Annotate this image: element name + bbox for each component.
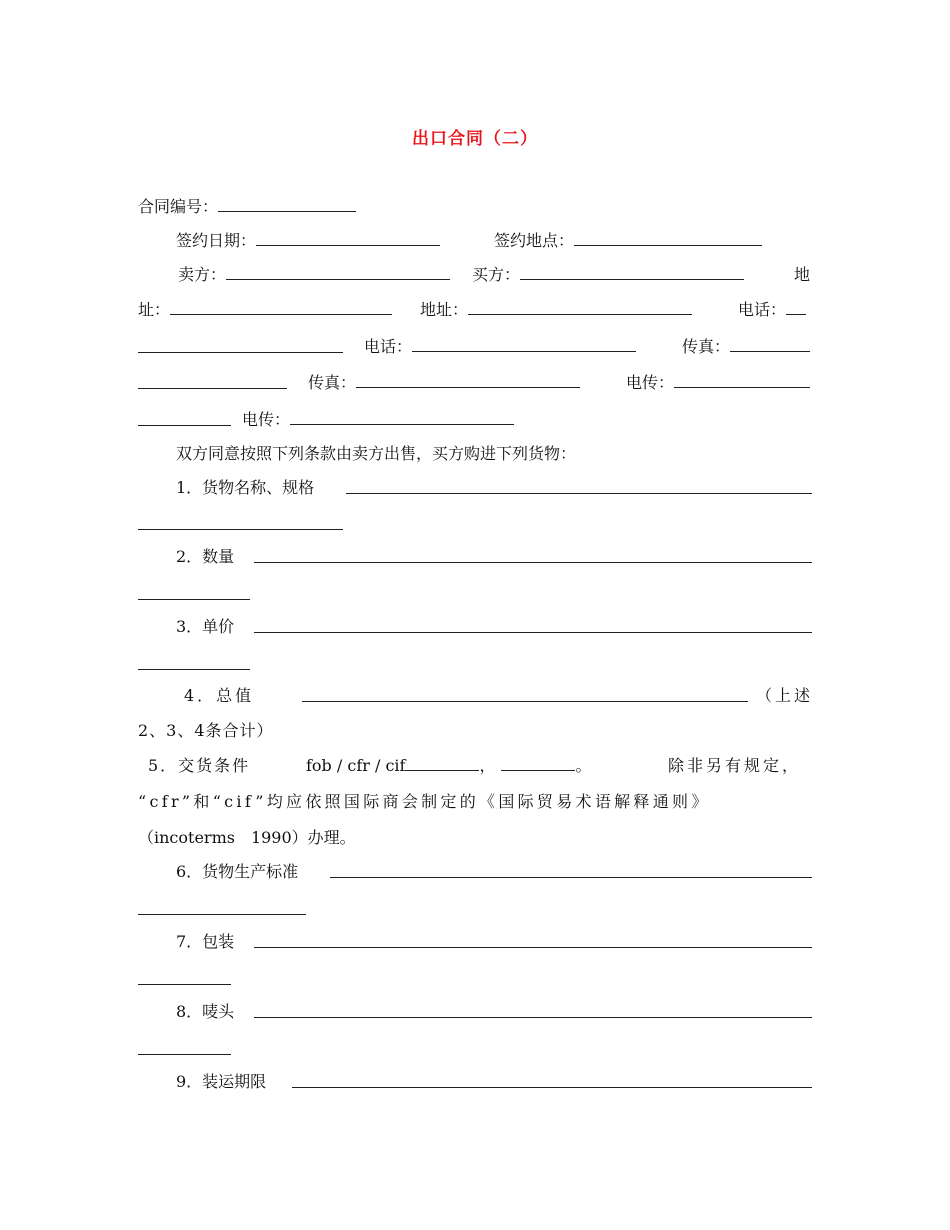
buyer-fax-row	[308, 373, 580, 393]
contract-no-label: 合同编号：	[138, 197, 219, 216]
item-5-blank-2[interactable]	[501, 756, 575, 771]
buyer-telex-row	[242, 410, 514, 430]
buyer-address-blank[interactable]	[468, 300, 692, 315]
seller-label: 卖方：	[178, 265, 227, 284]
seller-phone-row	[738, 300, 806, 320]
buyer-label: 买方：	[472, 265, 521, 284]
item-1-blank[interactable]	[346, 492, 812, 494]
seller-fax-blank-cont[interactable]	[138, 387, 287, 389]
sign-date-blank[interactable]	[256, 231, 440, 246]
buyer-blank[interactable]	[520, 265, 744, 280]
contract-no-blank[interactable]	[218, 197, 356, 212]
item-9-label: 9．装运期限	[176, 1072, 267, 1091]
buyer-phone-row	[364, 337, 636, 357]
item-9-blank[interactable]	[292, 1086, 812, 1088]
sign-place-row	[494, 231, 762, 251]
buyer-phone-label: 电话：	[364, 337, 413, 356]
item-5-comma: ，	[479, 756, 496, 775]
document-title: 出口合同（二）	[412, 129, 538, 149]
item-4-label: 4．总值	[184, 686, 255, 705]
sign-place-label: 签约地点：	[494, 231, 575, 250]
item-4-blank[interactable]	[302, 700, 748, 702]
seller-address-row	[138, 300, 392, 320]
item-5-blank-1[interactable]	[405, 756, 479, 771]
contract-no-row	[138, 197, 356, 217]
item-2-blank[interactable]	[254, 561, 812, 563]
address-char-1: 地	[794, 265, 811, 284]
sign-date-row	[176, 231, 440, 251]
seller-row	[178, 265, 450, 285]
seller-telex-row	[626, 373, 810, 393]
item-5-period: 。	[575, 756, 592, 775]
item-1-label: 1．货物名称、规格	[176, 478, 315, 497]
item-6-blank-cont[interactable]	[138, 913, 306, 915]
item-6-blank[interactable]	[330, 876, 812, 878]
intro-paragraph: 双方同意按照下列条款由卖方出售，买方购进下列货物：	[176, 444, 577, 463]
item-3-label: 3．单价	[176, 617, 235, 636]
item-7-blank-cont[interactable]	[138, 983, 231, 985]
sign-date-label: 签约日期：	[176, 231, 257, 250]
seller-fax-blank-start[interactable]	[730, 337, 810, 352]
seller-fax-row	[682, 337, 810, 357]
seller-phone-blank-start[interactable]	[786, 300, 806, 315]
item-6-label: 6．货物生产标准	[176, 862, 299, 881]
item-2-label: 2．数量	[176, 547, 235, 566]
item-5-line-3: （incoterms 1990）办理。	[138, 828, 356, 847]
item-8-blank-cont[interactable]	[138, 1053, 231, 1055]
buyer-address-row	[420, 300, 692, 320]
item-5-label: 5．交货条件	[148, 756, 251, 775]
item-8-blank[interactable]	[254, 1016, 812, 1018]
item-5-terms-row	[306, 756, 591, 776]
seller-fax-label: 传真：	[682, 337, 731, 356]
buyer-phone-blank[interactable]	[412, 337, 636, 352]
buyer-telex-blank[interactable]	[290, 410, 514, 425]
seller-telex-blank-cont[interactable]	[138, 424, 231, 426]
item-5-rest: 除非另有规定，	[668, 756, 802, 775]
buyer-fax-label: 传真：	[308, 373, 357, 392]
item-1-blank-cont[interactable]	[138, 528, 343, 530]
item-2-blank-cont[interactable]	[138, 598, 250, 600]
item-7-blank[interactable]	[254, 946, 812, 948]
item-4-cont: 2、3、4条合计）	[138, 721, 274, 740]
buyer-fax-blank[interactable]	[356, 373, 580, 388]
seller-telex-label: 电传：	[626, 373, 675, 392]
buyer-address-label: 地址：	[420, 300, 469, 319]
buyer-telex-label: 电传：	[242, 410, 291, 429]
seller-telex-blank-start[interactable]	[674, 373, 810, 388]
item-3-blank[interactable]	[254, 631, 812, 633]
seller-address-blank[interactable]	[170, 300, 392, 315]
item-7-label: 7．包装	[176, 932, 235, 951]
item-3-blank-cont[interactable]	[138, 668, 250, 670]
buyer-row	[472, 265, 744, 285]
item-4-note: （上述	[756, 686, 814, 705]
item-5-line-2: “cfr”和“cif”均应依照国际商会制定的《国际贸易术语解释通则》	[138, 792, 711, 811]
address-char-2: 址：	[138, 300, 171, 319]
seller-blank[interactable]	[226, 265, 450, 280]
seller-phone-blank-cont[interactable]	[138, 351, 343, 353]
item-8-label: 8．唛头	[176, 1002, 235, 1021]
item-5-terms: fob / cfr / cif	[306, 756, 406, 775]
sign-place-blank[interactable]	[574, 231, 762, 246]
seller-phone-label: 电话：	[738, 300, 787, 319]
